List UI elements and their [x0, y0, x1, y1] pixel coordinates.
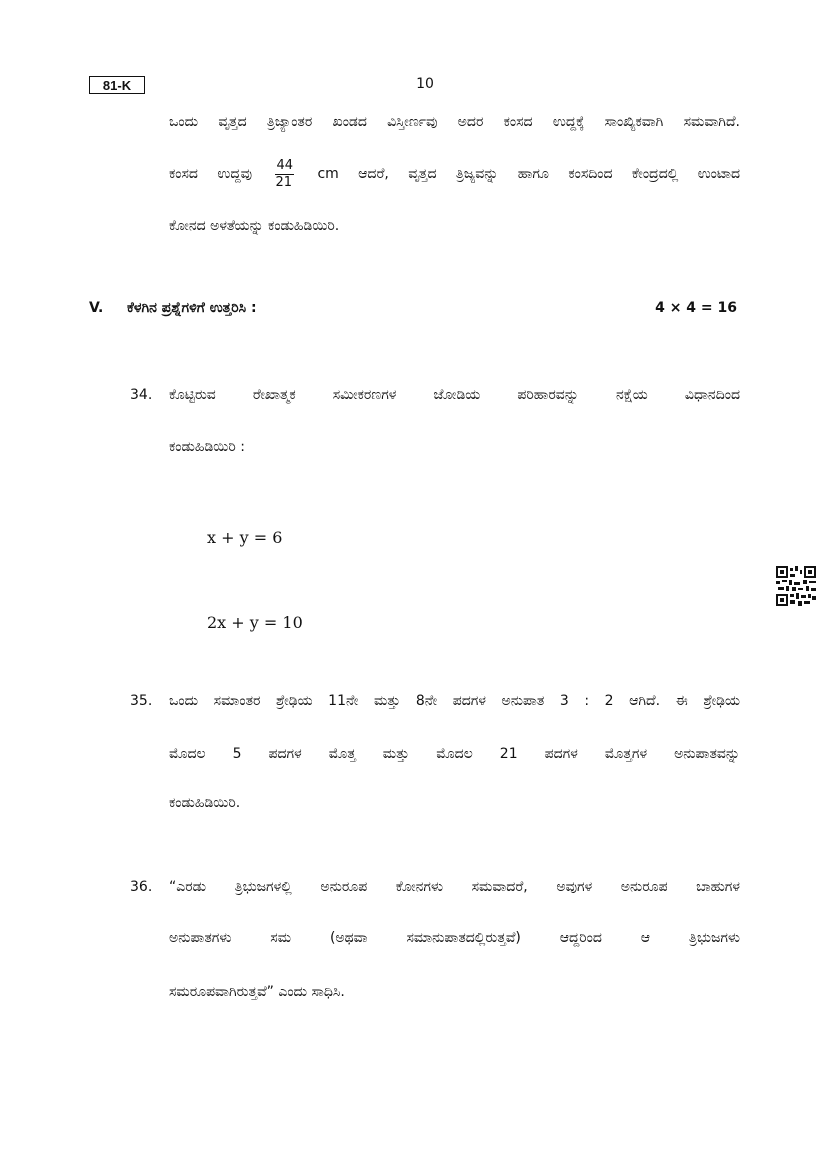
paper-code-box: 81-K [89, 76, 145, 94]
prev-question-line-1: ಒಂದು ವೃತ್ತದ ತ್ರಿಜ್ಯಾಂತರ ಖಂಡದ ವಿಸ್ತೀರ್ಣವು ಅದರ ಕಂಸದ ಉದ್ದಕ್ಕೆ ಸಾಂಖ್ಯಿಕವಾಗಿ ಸಮವಾಗಿದೆ. [169, 114, 740, 130]
q34-equation-1: x + y = 6 [207, 528, 283, 547]
q36-line-2: ಅನುಪಾತಗಳು ಸಮ (ಅಥವಾ ಸಮಾನುಪಾತದಲ್ಲಿರುತ್ತವೆ) ಆದ್ದರಿಂದ ಆ ತ್ರಿಭುಜಗಳು [169, 930, 740, 946]
q35-line-1: ಒಂದು ಸಮಾಂತರ ಶ್ರೇಢಿಯ 11ನೇ ಮತ್ತು 8ನೇ ಪದಗಳ ಅನುಪಾತ 3 : 2 ಆಗಿದೆ. ಈ ಶ್ರೇಢಿಯ [169, 693, 740, 709]
section-number: V. [89, 300, 104, 316]
q34-equation-2: 2x + y = 10 [207, 613, 303, 632]
q35-number: 35. [130, 693, 153, 709]
q36-line-3: ಸಮರೂಪವಾಗಿರುತ್ತವೆ” ಎಂದು ಸಾಧಿಸಿ. [169, 984, 345, 1000]
prev-question-line-2 [169, 156, 740, 192]
fraction-numerator: 44 [276, 157, 294, 173]
page-number: 10 [416, 76, 434, 92]
q35-line-3: ಕಂಡುಹಿಡಿಯಿರಿ. [169, 795, 241, 811]
q36-number: 36. [130, 879, 153, 895]
fraction [275, 158, 294, 191]
q36-line-1: “ಎರಡು ತ್ರಿಭುಜಗಳಲ್ಲಿ ಅನುರೂಪ ಕೋನಗಳು ಸಮವಾದರೆ, ಅವುಗಳ ಅನುರೂಪ ಬಾಹುಗಳ [169, 879, 740, 895]
prev-question-line-2-post: cm ಆದರೆ, ವೃತ್ತದ ತ್ರಿಜ್ಯವನ್ನು ಹಾಗೂ ಕಂಸದಿಂದ ಕೇಂದ್ರದಲ್ಲಿ ಉಂಟಾದ [317, 166, 741, 182]
qr-code-icon [776, 566, 816, 606]
section-marks: 4 × 4 = 16 [655, 300, 737, 316]
prev-question-line-2-pre: ಕಂಸದ ಉದ್ದವು [169, 166, 253, 182]
section-title: ಕೆಳಗಿನ ಪ್ರಶ್ನೆಗಳಿಗೆ ಉತ್ತರಿಸಿ : [127, 300, 257, 316]
q34-line-2: ಕಂಡುಹಿಡಿಯಿರಿ : [169, 439, 245, 455]
q34-number: 34. [130, 387, 153, 403]
q34-line-1: ಕೊಟ್ಟಿರುವ ರೇಖಾತ್ಮಕ ಸಮೀಕರಣಗಳ ಜೋಡಿಯ ಪರಿಹಾರವನ್ನು ನಕ್ಷೆಯ ವಿಧಾನದಿಂದ [169, 387, 740, 403]
q35-line-2: ಮೊದಲ 5 ಪದಗಳ ಮೊತ್ತ ಮತ್ತು ಮೊದಲ 21 ಪದಗಳ ಮೊತ್ತಗಳ ಅನುಪಾತವನ್ನು [169, 746, 740, 762]
fraction-denominator: 21 [275, 174, 293, 190]
prev-question-line-3: ಕೋನದ ಅಳತೆಯನ್ನು ಕಂಡುಹಿಡಿಯಿರಿ. [169, 218, 340, 234]
